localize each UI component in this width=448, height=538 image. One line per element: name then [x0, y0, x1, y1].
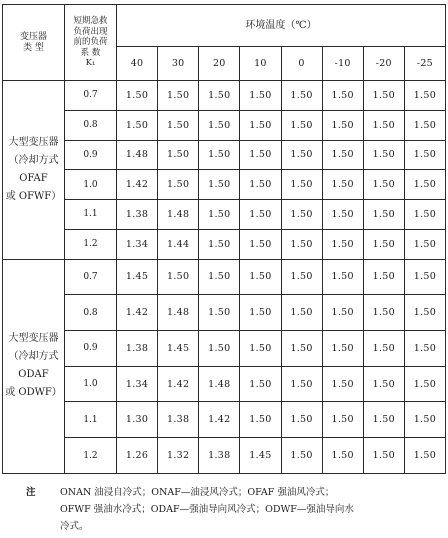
temperature-header-cell: -25: [404, 47, 445, 81]
overload-value-cell: 1.50: [240, 200, 281, 230]
overload-value-cell: 1.50: [404, 81, 445, 111]
load-factor-cell: 0.8: [65, 295, 117, 331]
overload-value-cell: 1.50: [322, 259, 363, 295]
overload-value-cell: 1.50: [158, 81, 199, 111]
overload-value-cell: 1.50: [322, 366, 363, 402]
temperature-header-cell: 40: [117, 47, 158, 81]
table-row: [3, 331, 446, 367]
table-row: [3, 200, 446, 230]
overload-value-cell: 1.50: [363, 81, 404, 111]
overload-factor-table: [2, 4, 446, 474]
overload-value-cell: 1.50: [281, 366, 322, 402]
overload-value-cell: 1.50: [117, 110, 158, 140]
overload-value-cell: 1.50: [281, 170, 322, 200]
overload-value-cell: 1.50: [281, 331, 322, 367]
overload-value-cell: 1.50: [240, 366, 281, 402]
load-factor-cell: 1.1: [65, 402, 117, 438]
overload-value-cell: 1.50: [363, 140, 404, 170]
overload-value-cell: 1.50: [404, 140, 445, 170]
overload-value-cell: 1.50: [322, 200, 363, 230]
overload-value-cell: 1.50: [322, 140, 363, 170]
overload-value-cell: 1.50: [240, 331, 281, 367]
load-factor-cell: 0.8: [65, 110, 117, 140]
overload-value-cell: 1.50: [240, 402, 281, 438]
overload-value-cell: 1.50: [404, 259, 445, 295]
table-row: [3, 366, 446, 402]
overload-value-cell: 1.50: [363, 402, 404, 438]
table-row: [3, 229, 446, 259]
overload-value-cell: 1.50: [404, 229, 445, 259]
temperature-header-cell: 30: [158, 47, 199, 81]
overload-value-cell: 1.50: [281, 110, 322, 140]
overload-value-cell: 1.38: [199, 438, 240, 474]
transformer-type-cell: 大型变压器 （冷却方式 ODAF 或 ODWF）: [3, 259, 65, 473]
overload-value-cell: 1.38: [117, 200, 158, 230]
overload-value-cell: 1.50: [199, 110, 240, 140]
temperature-header-cell: 20: [199, 47, 240, 81]
overload-value-cell: 1.50: [322, 170, 363, 200]
footnote-label: 注: [26, 487, 36, 498]
overload-value-cell: 1.50: [404, 366, 445, 402]
overload-value-cell: 1.38: [117, 331, 158, 367]
header-load-factor-k1: 短期急救 负荷出现 前的负荷 系 数 K₁: [65, 5, 117, 81]
overload-value-cell: 1.42: [117, 170, 158, 200]
overload-value-cell: 1.50: [281, 200, 322, 230]
load-factor-cell: 1.0: [65, 170, 117, 200]
table-row: [3, 110, 446, 140]
overload-value-cell: 1.42: [158, 366, 199, 402]
load-factor-cell: 0.7: [65, 259, 117, 295]
temperature-header-cell: -20: [363, 47, 404, 81]
overload-value-cell: 1.50: [322, 438, 363, 474]
overload-value-cell: 1.50: [158, 170, 199, 200]
footnote-text: ONAN 油浸自冷式；ONAF—油浸风冷式；OFAF 强油风冷式； OFWF 强油水冷式；ODAF—强油导向风冷式；ODWF—强油导向水 冷式。: [60, 487, 354, 532]
overload-value-cell: 1.50: [199, 331, 240, 367]
temperature-header-cell: 0: [281, 47, 322, 81]
overload-value-cell: 1.50: [322, 229, 363, 259]
overload-value-cell: 1.42: [199, 402, 240, 438]
table-row: [3, 140, 446, 170]
overload-value-cell: 1.45: [117, 259, 158, 295]
overload-value-cell: 1.48: [158, 295, 199, 331]
overload-value-cell: 1.50: [322, 81, 363, 111]
overload-value-cell: 1.50: [199, 229, 240, 259]
overload-value-cell: 1.34: [117, 229, 158, 259]
overload-value-cell: 1.50: [240, 81, 281, 111]
header-transformer-type: 变压器 类 型: [3, 5, 65, 81]
overload-value-cell: 1.50: [281, 229, 322, 259]
overload-value-cell: 1.50: [363, 200, 404, 230]
overload-value-cell: 1.50: [363, 295, 404, 331]
overload-value-cell: 1.50: [199, 200, 240, 230]
overload-value-cell: 1.26: [117, 438, 158, 474]
overload-value-cell: 1.48: [158, 200, 199, 230]
overload-value-cell: 1.50: [117, 81, 158, 111]
overload-value-cell: 1.50: [363, 366, 404, 402]
overload-value-cell: 1.50: [281, 140, 322, 170]
transformer-type-cell: 大型变压器 （冷却方式 OFAF 或 OFWF）: [3, 81, 65, 260]
overload-value-cell: 1.50: [240, 140, 281, 170]
load-factor-cell: 0.9: [65, 331, 117, 367]
overload-value-cell: 1.50: [199, 259, 240, 295]
table-footnote: [26, 484, 438, 535]
overload-value-cell: 1.50: [158, 140, 199, 170]
overload-value-cell: 1.50: [199, 81, 240, 111]
overload-value-cell: 1.50: [199, 170, 240, 200]
overload-value-cell: 1.34: [117, 366, 158, 402]
overload-value-cell: 1.50: [281, 81, 322, 111]
overload-value-cell: 1.50: [199, 140, 240, 170]
table-row: [3, 295, 446, 331]
overload-value-cell: 1.48: [117, 140, 158, 170]
overload-value-cell: 1.32: [158, 438, 199, 474]
load-factor-cell: 1.2: [65, 438, 117, 474]
overload-value-cell: 1.50: [240, 259, 281, 295]
overload-value-cell: 1.50: [322, 331, 363, 367]
overload-value-cell: 1.42: [117, 295, 158, 331]
overload-value-cell: 1.50: [363, 229, 404, 259]
header-ambient-temperature: 环境温度（℃）: [117, 5, 446, 47]
overload-value-cell: 1.50: [240, 110, 281, 140]
overload-value-cell: 1.50: [363, 170, 404, 200]
load-factor-cell: 1.2: [65, 229, 117, 259]
overload-value-cell: 1.50: [363, 331, 404, 367]
overload-value-cell: 1.50: [404, 295, 445, 331]
load-factor-cell: 1.1: [65, 200, 117, 230]
load-factor-cell: 0.7: [65, 81, 117, 111]
overload-value-cell: 1.50: [363, 438, 404, 474]
overload-value-cell: 1.45: [158, 331, 199, 367]
overload-value-cell: 1.50: [404, 438, 445, 474]
overload-value-cell: 1.38: [158, 402, 199, 438]
overload-value-cell: 1.50: [281, 438, 322, 474]
overload-value-cell: 1.45: [240, 438, 281, 474]
overload-value-cell: 1.50: [158, 259, 199, 295]
load-factor-cell: 0.9: [65, 140, 117, 170]
temperature-header-cell: -10: [322, 47, 363, 81]
overload-value-cell: 1.50: [404, 402, 445, 438]
overload-value-cell: 1.50: [240, 229, 281, 259]
overload-value-cell: 1.30: [117, 402, 158, 438]
overload-value-cell: 1.50: [363, 110, 404, 140]
overload-value-cell: 1.48: [199, 366, 240, 402]
overload-value-cell: 1.50: [281, 295, 322, 331]
overload-value-cell: 1.50: [404, 200, 445, 230]
table-row: [3, 170, 446, 200]
overload-value-cell: 1.50: [322, 110, 363, 140]
overload-value-cell: 1.50: [404, 170, 445, 200]
overload-value-cell: 1.50: [281, 259, 322, 295]
overload-value-cell: 1.44: [158, 229, 199, 259]
overload-value-cell: 1.50: [158, 110, 199, 140]
overload-value-cell: 1.50: [404, 331, 445, 367]
overload-value-cell: 1.50: [199, 295, 240, 331]
overload-value-cell: 1.50: [322, 402, 363, 438]
table-row: [3, 438, 446, 474]
overload-value-cell: 1.50: [240, 170, 281, 200]
overload-value-cell: 1.50: [404, 110, 445, 140]
overload-value-cell: 1.50: [240, 295, 281, 331]
overload-value-cell: 1.50: [322, 295, 363, 331]
load-factor-cell: 1.0: [65, 366, 117, 402]
table-row: [3, 81, 446, 111]
overload-value-cell: 1.50: [363, 259, 404, 295]
table-row: [3, 259, 446, 295]
overload-value-cell: 1.50: [281, 402, 322, 438]
temperature-header-cell: 10: [240, 47, 281, 81]
table-row: [3, 402, 446, 438]
